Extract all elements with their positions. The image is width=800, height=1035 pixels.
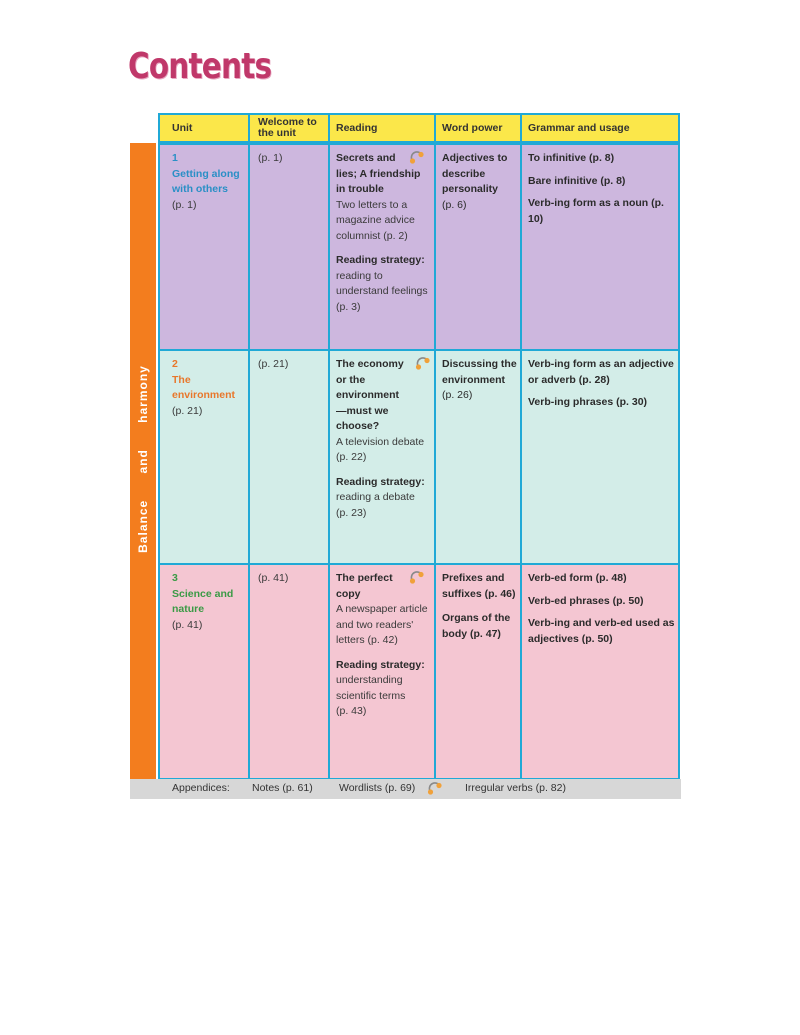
strategy-text: understand feelings bbox=[336, 285, 428, 297]
reading-cell bbox=[336, 571, 432, 720]
appendix-irregular: Irregular verbs (p. 82) bbox=[465, 782, 566, 794]
grammar-item: Verb-ing phrases (p. 30) bbox=[528, 396, 648, 408]
contents-table bbox=[130, 113, 680, 780]
reading-desc: (p. 22) bbox=[336, 451, 367, 463]
reading-title: choose? bbox=[336, 420, 380, 432]
unit-row-3 bbox=[158, 563, 680, 780]
reading-desc: magazine advice bbox=[336, 214, 415, 226]
strategy-label: Reading strategy: bbox=[336, 658, 425, 671]
unit-row-2 bbox=[158, 349, 680, 565]
word-power-cell: Adjectives to describe personality (p. 6) bbox=[442, 152, 508, 211]
grammar-item: Verb-ing form as a noun (p. 10) bbox=[528, 197, 664, 225]
appendices-bar bbox=[130, 779, 681, 799]
appendices-label: Appendices: bbox=[172, 782, 230, 794]
grammar-item: Bare infinitive (p. 8) bbox=[528, 174, 626, 187]
reading-desc: Two letters to a bbox=[336, 198, 408, 211]
reading-title: environment bbox=[336, 389, 400, 401]
strategy-text: reading a debate bbox=[336, 491, 415, 503]
welcome-cell: (p. 21) bbox=[258, 358, 289, 370]
grammar-item: Verb-ed phrases (p. 50) bbox=[528, 594, 644, 607]
headphones-icon bbox=[408, 149, 426, 167]
theme-sidebar bbox=[130, 143, 156, 780]
header-grammar: Grammar and usage bbox=[528, 121, 630, 134]
unit-page: (p. 41) bbox=[172, 618, 203, 631]
unit-name: Science and bbox=[172, 587, 234, 600]
unit-number: 2 bbox=[172, 358, 178, 370]
unit-row-1 bbox=[158, 143, 680, 351]
unit-name: environment bbox=[172, 389, 236, 401]
reading-title: or the bbox=[336, 373, 366, 386]
headphones-icon bbox=[408, 569, 426, 587]
unit-number: 1 bbox=[172, 152, 178, 164]
unit-name: The bbox=[172, 373, 191, 386]
unit-cell bbox=[172, 571, 246, 633]
reading-cell bbox=[336, 357, 432, 521]
reading-title: The perfect bbox=[336, 572, 393, 584]
header-reading: Reading bbox=[336, 121, 378, 134]
unit-name: Getting along bbox=[172, 167, 240, 180]
reading-desc: A newspaper article bbox=[336, 603, 428, 615]
reading-desc: and two readers' bbox=[336, 618, 414, 631]
welcome-cell: (p. 1) bbox=[258, 152, 283, 164]
strategy-text: (p. 3) bbox=[336, 300, 361, 313]
grammar-item: Verb-ing form as an adjective or adverb (p. 28) bbox=[528, 358, 674, 386]
word-power-cell: Prefixes and suffixes (p. 46) Organs of the body (p. 47) bbox=[442, 572, 516, 640]
strategy-text: reading to bbox=[336, 269, 383, 282]
unit-cell bbox=[172, 151, 246, 213]
appendix-wordlists: Wordlists (p. 69) bbox=[339, 782, 416, 794]
grammar-cell bbox=[528, 571, 680, 647]
welcome-cell: (p. 41) bbox=[258, 572, 289, 584]
reading-title: lies; A friendship bbox=[336, 167, 421, 180]
reading-title: The economy bbox=[336, 358, 404, 370]
reading-title: in trouble bbox=[336, 183, 384, 195]
reading-desc: A television debate bbox=[336, 435, 425, 448]
headphones-icon bbox=[414, 355, 432, 373]
unit-name: nature bbox=[172, 603, 205, 615]
unit-cell bbox=[172, 357, 246, 419]
reading-cell bbox=[336, 151, 432, 315]
strategy-text: understanding bbox=[336, 674, 403, 686]
reading-title: —must we bbox=[336, 404, 389, 417]
header-word-power: Word power bbox=[442, 121, 503, 134]
grammar-cell bbox=[528, 151, 680, 227]
table-header bbox=[158, 113, 680, 143]
appendix-notes: Notes (p. 61) bbox=[252, 782, 313, 794]
unit-number: 3 bbox=[172, 572, 178, 584]
unit-page: (p. 1) bbox=[172, 198, 197, 211]
strategy-text: (p. 23) bbox=[336, 506, 367, 519]
grammar-item: To infinitive (p. 8) bbox=[528, 152, 615, 164]
grammar-cell bbox=[528, 357, 680, 411]
page-title: Contents bbox=[128, 46, 272, 87]
strategy-label: Reading strategy: bbox=[336, 254, 425, 266]
unit-name: with others bbox=[172, 183, 229, 195]
strategy-label: Reading strategy: bbox=[336, 475, 425, 488]
header-welcome: Welcome to the unit bbox=[258, 116, 317, 139]
unit-page: (p. 21) bbox=[172, 404, 203, 417]
reading-desc: letters (p. 42) bbox=[336, 634, 398, 646]
strategy-text: (p. 43) bbox=[336, 705, 367, 717]
reading-title: copy bbox=[336, 587, 361, 600]
reading-desc: columnist (p. 2) bbox=[336, 229, 408, 242]
headphones-icon bbox=[426, 780, 444, 798]
grammar-item: Verb-ing and verb-ed used as adjectives (p. 50) bbox=[528, 617, 675, 645]
reading-title: Secrets and bbox=[336, 152, 396, 164]
theme-label: Balance and harmony bbox=[136, 365, 150, 553]
grammar-item: Verb-ed form (p. 48) bbox=[528, 572, 627, 584]
word-power-cell: Discussing the environment (p. 26) bbox=[442, 358, 517, 401]
header-unit: Unit bbox=[172, 121, 193, 134]
strategy-text: scientific terms bbox=[336, 689, 406, 702]
